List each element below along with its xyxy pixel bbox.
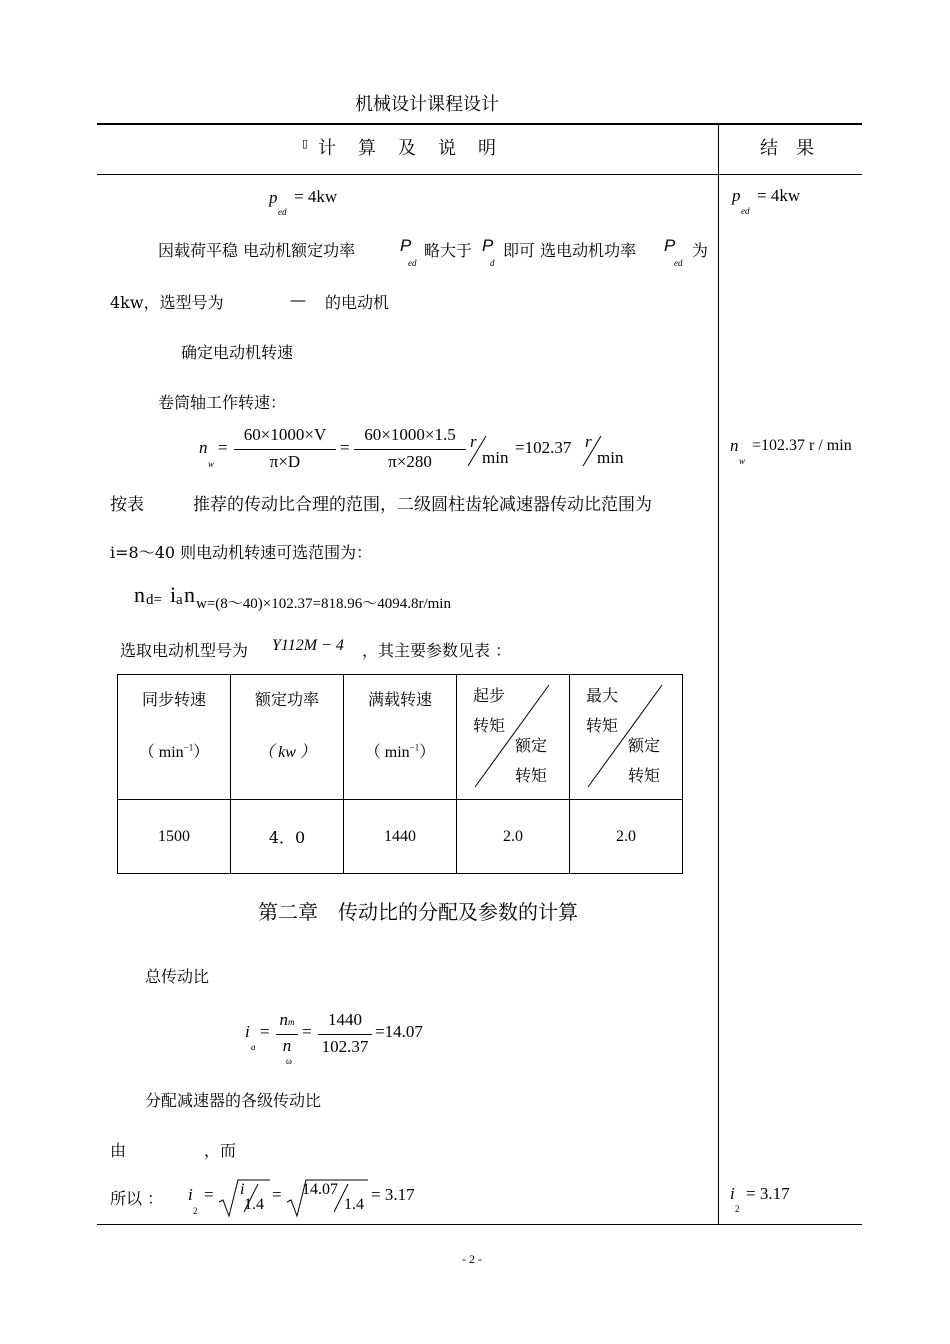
text-segment: ，其主要参数见表 ： <box>362 641 512 660</box>
eq-sub: 2 <box>735 1204 740 1214</box>
fraction-bar <box>318 1034 372 1035</box>
symbol-p: P <box>400 236 412 255</box>
denominator: π×280 <box>388 452 432 471</box>
eq-sub: ed <box>741 206 750 216</box>
text-segment: 略大于 <box>424 241 473 260</box>
header-line1: 同步转速 <box>141 690 206 709</box>
text-segment: 即可 选电动机功率 <box>503 241 637 260</box>
eq-sub: ed <box>278 207 287 217</box>
symbol-p: P <box>482 236 494 255</box>
eq-var: n <box>730 436 739 455</box>
den-sub: ω <box>286 1056 292 1066</box>
radical-denominator: 1.4 <box>344 1196 364 1213</box>
paragraph-3: 确定电动机转速 <box>181 343 294 362</box>
eq-sign: = <box>260 1022 270 1041</box>
denominator: n <box>282 1036 292 1055</box>
eq-rhs: = 3.17 <box>371 1185 415 1204</box>
fraction <box>318 1010 372 1060</box>
header-line2 <box>118 739 230 762</box>
symbol-sub: d <box>490 258 495 268</box>
eq-sub: d= <box>146 592 162 608</box>
table-header-cell-diagonal <box>457 675 570 800</box>
diag-bottom-line1: 额定 <box>515 736 548 755</box>
eq-sub: w=(8～40)×102.37=818.96～4094.8r/min <box>196 596 451 612</box>
table-cell: 1500 <box>118 800 231 874</box>
eq-label: 所以 ： <box>110 1189 164 1208</box>
numerator <box>276 1010 298 1030</box>
eq-rhs: = 4kw <box>294 187 338 206</box>
table-row <box>118 800 683 874</box>
text-segment: 推荐的传动比合理的范围，二级圆柱齿轮减速器传动比范围为 <box>193 495 652 515</box>
eq-var: n <box>184 582 195 607</box>
num-var: n <box>279 1010 288 1029</box>
eq-sign: = <box>272 1185 282 1204</box>
eq-var: n <box>134 582 145 607</box>
text-segment: 按表 <box>110 495 144 515</box>
header-line2: （ kw ） <box>258 744 316 761</box>
column-divider <box>718 123 719 1224</box>
unit-denominator: min <box>597 448 624 467</box>
numerator: 60×1000×V <box>243 425 327 444</box>
unit-numerator: r <box>585 432 592 451</box>
radical-numerator: i <box>240 1181 245 1198</box>
eq-var: p <box>732 186 741 205</box>
eq-sub: 2 <box>193 1206 198 1216</box>
eq-rhs: =14.07 <box>375 1022 423 1041</box>
unit-text: （ min <box>364 744 410 761</box>
eq-rhs: =102.37 r / min <box>752 437 852 454</box>
eq-var: p <box>269 188 278 207</box>
header-line2 <box>344 739 456 762</box>
text-segment: 为 <box>692 241 709 260</box>
table-cell: 2.0 <box>570 800 683 874</box>
chapter-title: 第二章 传动比的分配及参数的计算 <box>258 900 578 924</box>
denominator: 102.37 <box>321 1037 369 1056</box>
fraction-bar <box>354 449 466 450</box>
diag-top-line2: 转矩 <box>586 716 619 735</box>
eq-rhs: = 4kw <box>757 186 801 205</box>
text-segment: 的电动机 <box>325 293 390 312</box>
eq-sub: w <box>739 456 746 466</box>
denominator: π×D <box>269 452 301 471</box>
eq-sub: w <box>208 459 215 469</box>
paragraph-4: 卷筒轴工作转速： <box>158 393 287 412</box>
eq-sign: = <box>302 1022 312 1041</box>
unit-sup: −1 <box>409 742 420 753</box>
header-line1: 额定功率 <box>254 690 319 709</box>
fraction <box>354 425 466 475</box>
text-segment: 4kw，选型号为 <box>110 293 224 312</box>
unit-denominator: min <box>482 448 509 467</box>
table-header-cell <box>344 675 457 800</box>
eq-sign: = <box>218 438 228 457</box>
motor-spec-table <box>117 674 683 874</box>
fraction <box>234 425 336 475</box>
eq-sub: a <box>251 1042 256 1052</box>
table-cell: 2.0 <box>457 800 570 874</box>
diag-bottom-line1: 额定 <box>628 736 661 755</box>
text-segment: 由 <box>110 1141 127 1160</box>
paragraph-6: i=8～40 则电动机转速可选范围为： <box>110 543 373 562</box>
eq-var: n <box>199 438 208 457</box>
text-segment: ，而 <box>204 1141 237 1160</box>
header-rule <box>97 174 862 175</box>
running-title: 机械设计课程设计 <box>355 94 499 115</box>
text-segment: 因载荷平稳 电动机额定功率 <box>158 241 356 260</box>
radical-numerator: 14.07 <box>302 1181 338 1198</box>
table-header-row <box>118 675 683 800</box>
diag-top-line1: 起步 <box>473 686 506 705</box>
unit-close: ） <box>193 744 210 761</box>
eq-var: i <box>170 582 177 607</box>
symbol-sub: ed <box>408 258 417 268</box>
eq-sign: = <box>340 438 350 457</box>
eq-rhs: = 3.17 <box>746 1184 790 1203</box>
header-left-title: 计 算 及 说 明 <box>318 138 498 159</box>
bottom-rule <box>97 1224 862 1225</box>
num-sub: m <box>288 1017 295 1027</box>
paragraph-8: 总传动比 <box>145 967 210 986</box>
paragraph-9: 分配减速器的各级传动比 <box>145 1091 322 1110</box>
eq-sub: a <box>176 592 183 608</box>
eq-var: i <box>188 1185 193 1204</box>
diag-bottom-line2: 转矩 <box>628 766 661 785</box>
text-segment: — <box>290 290 306 309</box>
symbol-p: P <box>664 236 676 255</box>
eq-rhs: =102.37 <box>515 438 572 457</box>
numerator: 60×1000×1.5 <box>364 425 456 444</box>
text-segment: 选取电动机型号为 <box>120 641 249 660</box>
radical-denominator: 1.4 <box>244 1196 264 1213</box>
eq-var: i <box>245 1022 250 1041</box>
top-rule <box>97 123 862 125</box>
diag-top-line1: 最大 <box>586 686 619 705</box>
symbol-sub: ed <box>674 258 683 268</box>
fraction <box>276 1010 298 1066</box>
header-marker: ▯ <box>302 137 309 150</box>
header-right-title: 结 果 <box>760 138 814 159</box>
page-number: - 2 - <box>462 1252 482 1266</box>
table-cell: 1440 <box>344 800 457 874</box>
unit-close: ） <box>419 744 436 761</box>
diag-bottom-line2: 转矩 <box>515 766 548 785</box>
eq-sign: = <box>204 1185 214 1204</box>
header-line1: 满载转速 <box>367 690 432 709</box>
table-header-cell <box>231 675 344 800</box>
unit-text: （ min <box>138 744 184 761</box>
table-cell: 4．0 <box>231 800 344 874</box>
unit-numerator: r <box>470 432 477 451</box>
fraction-bar <box>234 449 336 450</box>
motor-model: Y112M − 4 <box>272 637 344 654</box>
fraction-bar <box>276 1034 298 1035</box>
table-header-cell-diagonal <box>570 675 683 800</box>
unit-sup: −1 <box>183 742 194 753</box>
numerator: 1440 <box>328 1010 362 1029</box>
eq-var: i <box>730 1184 735 1203</box>
table-header-cell <box>118 675 231 800</box>
diag-top-line2: 转矩 <box>473 716 506 735</box>
